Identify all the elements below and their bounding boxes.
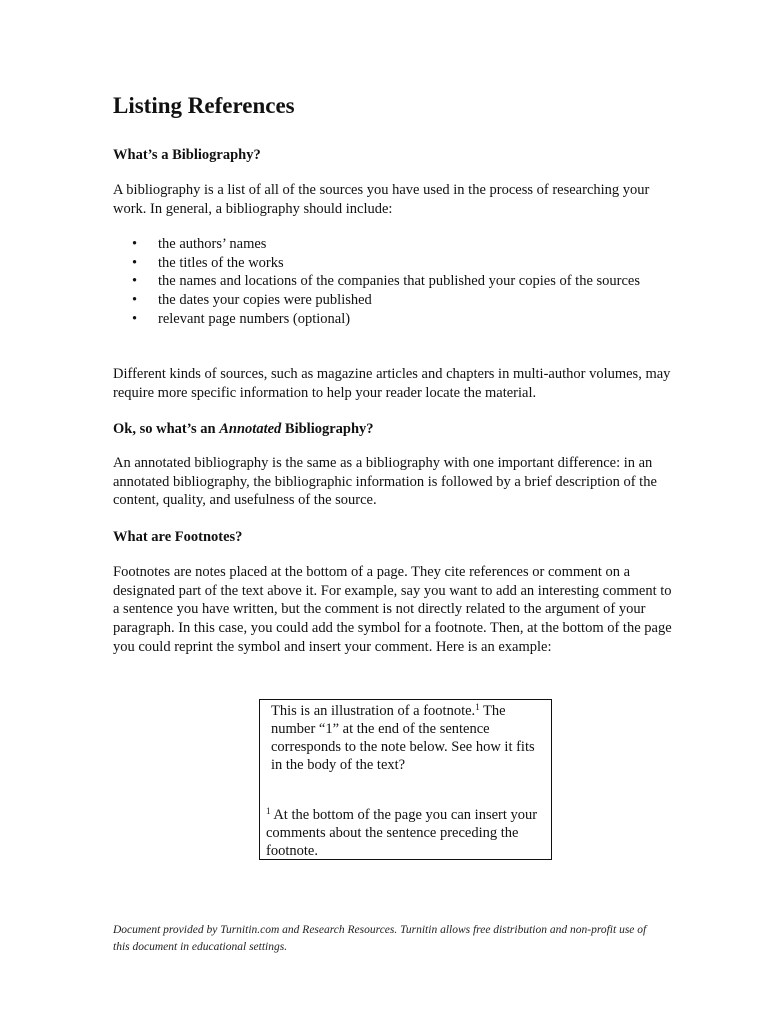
example-text-before: This is an illustration of a footnote. <box>271 703 476 719</box>
bullet-icon: • <box>132 254 138 271</box>
footnote-note-marker: 1 <box>266 806 271 816</box>
example-text-after: The number “1” at the end of the sentence corresponds to the note below. See how it fits in the body of the text? <box>271 703 535 773</box>
footnote-marker: 1 <box>475 702 480 712</box>
document-footer: Document provided by Turnitin.com and Research Resources. Turnitin allows free distribution and non-profit use of this document in educational settings. <box>113 924 647 953</box>
list-item-text: the names and locations of the companies that published your copies of the sources <box>158 273 640 290</box>
list-item-text: the dates your copies were published <box>158 292 372 309</box>
annotated-heading <box>113 420 374 439</box>
example-footnote <box>266 806 546 860</box>
list-item-text: the authors’ names <box>158 236 267 252</box>
footnotes-text: Footnotes are notes placed at the bottom of a page. They cite references or comment on a designated part of the text above it. For example, say you want to add an interesting comment to a sentence you have written, but the comment is not directly related to the argument of your paragraph. In this case, you could add the symbol for a footnote. Then, at the bottom of the page you could reprint the symbol and insert your comment. Here is an example: <box>113 564 672 655</box>
list-item-text: the titles of the works <box>158 254 284 271</box>
page-title: Listing References <box>113 93 295 118</box>
bullet-icon: • <box>132 310 138 327</box>
list-item <box>113 291 653 310</box>
bibliography-closing: Different kinds of sources, such as magazine articles and chapters in multi-author volumes, may require more specific information to help your reader locate the material. <box>113 366 671 401</box>
bullet-icon: • <box>132 273 138 290</box>
annotated-text: An annotated bibliography is the same as a bibliography with one important difference: in an annotated bibliography, the bibliographic information is followed by a brief description of the content, quality, and usefulness of the source. <box>113 455 657 509</box>
list-item <box>113 254 653 273</box>
list-item <box>113 235 653 254</box>
bullet-icon: • <box>132 292 138 309</box>
bibliography-elements-list <box>113 235 653 329</box>
footnotes-heading: What are Footnotes? <box>113 529 243 545</box>
list-item-text: relevant page numbers (optional) <box>158 310 351 327</box>
annotated-heading-emphasis: Annotated <box>219 421 282 437</box>
example-text <box>271 702 541 774</box>
annotated-heading-suffix: Bibliography? <box>281 421 374 437</box>
example-footnote-text: At the bottom of the page you can insert your comments about the sentence preceding the footnote. <box>266 807 538 859</box>
annotated-heading-prefix: Ok, so what’s an <box>113 421 220 437</box>
bibliography-heading: What’s a Bibliography? <box>113 147 261 163</box>
bibliography-intro: A bibliography is a list of all of the sources you have used in the process of researching your work. In general, a bibliography should include: <box>113 182 650 217</box>
list-item <box>113 272 653 291</box>
bullet-icon: • <box>132 236 138 252</box>
list-item <box>113 310 653 329</box>
footnote-example-box <box>259 699 552 860</box>
